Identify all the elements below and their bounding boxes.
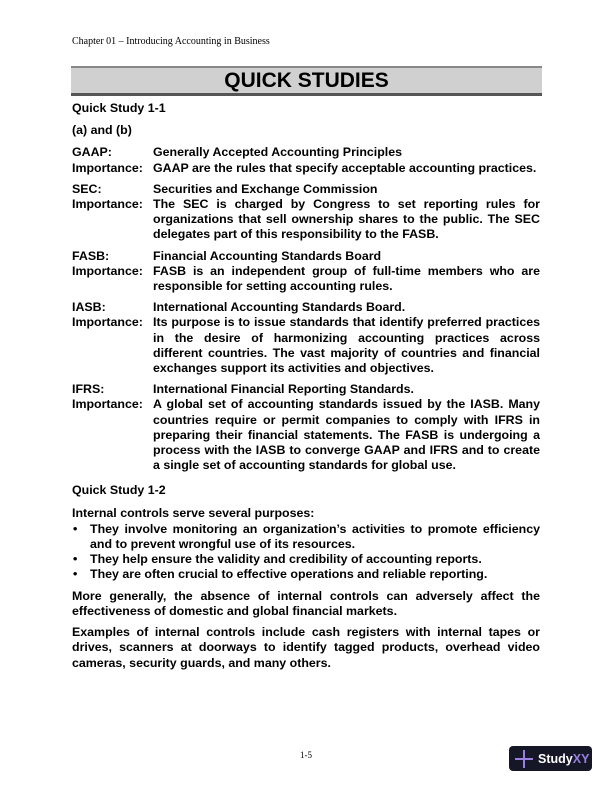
importance-label: Importance:: [72, 315, 143, 330]
term-definition: [72, 382, 540, 473]
term-full-name: Securities and Exchange Commission: [153, 181, 378, 196]
term-full-name: International Financial Reporting Standards.: [153, 382, 414, 397]
plus-icon: [515, 750, 533, 768]
list-item: • They are often crucial to effective operations and reliable reporting.: [72, 567, 540, 582]
term: GAAP:: [72, 145, 112, 160]
list-item: • They help ensure the validity and credibility of accounting reports.: [72, 552, 540, 567]
studyxy-logo[interactable]: [509, 746, 592, 771]
term: IASB:: [72, 300, 106, 315]
page-header: Chapter 01 – Introducing Accounting in Business: [72, 36, 270, 47]
importance-text: FASB is an independent group of full-time members who are responsible for setting accounting rules.: [153, 263, 540, 294]
importance-label: Importance:: [72, 160, 143, 175]
paragraph: Examples of internal controls include cash registers with internal tapes or drives, scanners at doorways to identify tagged products, overhead video cameras, security guards, and many others.: [72, 625, 540, 670]
quick-study-1-1-subtitle: (a) and (b): [72, 123, 132, 138]
term-definition: [72, 249, 540, 295]
importance-label: Importance:: [72, 263, 143, 278]
term: IFRS:: [72, 382, 105, 397]
term-definition: [72, 182, 540, 243]
list-item: • They involve monitoring an organization’s activities to promote efficiency and to prevent wrongful use of its resources.: [72, 522, 540, 552]
importance-text: A global set of accounting standards issued by the IASB. Many countries require or permit companies to comply with IFRS in preparing their financial statements. The FASB is undergoing a process with the IASB to converge GAAP and IFRS and to create a single set of accounting standards for global use.: [153, 397, 540, 473]
importance-text: GAAP are the rules that specify acceptable accounting practices.: [153, 160, 537, 175]
section-banner: QUICK STUDIES: [71, 66, 542, 96]
importance-text: The SEC is charged by Congress to set reporting rules for organizations that sell ownership shares to the public. The SEC delegates part of this responsibility to the FASB.: [153, 197, 540, 242]
internal-controls-intro: Internal controls serve several purposes:: [72, 505, 315, 520]
term: FASB:: [72, 248, 110, 263]
importance-label: Importance:: [72, 197, 143, 212]
importance-text: Its purpose is to issue standards that identify preferred practices in the desire of harmonizing accounting practices across different countries. The vast majority of countries and financial exchanges support its activities and objectives.: [153, 315, 540, 376]
quick-study-1-1-title: Quick Study 1-1: [72, 101, 166, 115]
paragraph: More generally, the absence of internal controls can adversely affect the effectiveness of domestic and global financial markets.: [72, 588, 540, 618]
purposes-list: [72, 522, 540, 583]
term-definition: [72, 145, 540, 175]
term-full-name: International Accounting Standards Board.: [153, 300, 406, 315]
term-full-name: Generally Accepted Accounting Principles: [153, 145, 403, 160]
document-body: [72, 101, 540, 677]
logo-text-study: Study: [538, 751, 573, 766]
term-full-name: Financial Accounting Standards Board: [153, 248, 382, 263]
logo-text-xy: XY: [572, 751, 590, 766]
term-definition: [72, 300, 540, 376]
quick-study-1-2-title: Quick Study 1-2: [72, 483, 166, 498]
term: SEC:: [72, 181, 102, 196]
page-number: 1-5: [300, 750, 312, 760]
importance-label: Importance:: [72, 397, 143, 412]
